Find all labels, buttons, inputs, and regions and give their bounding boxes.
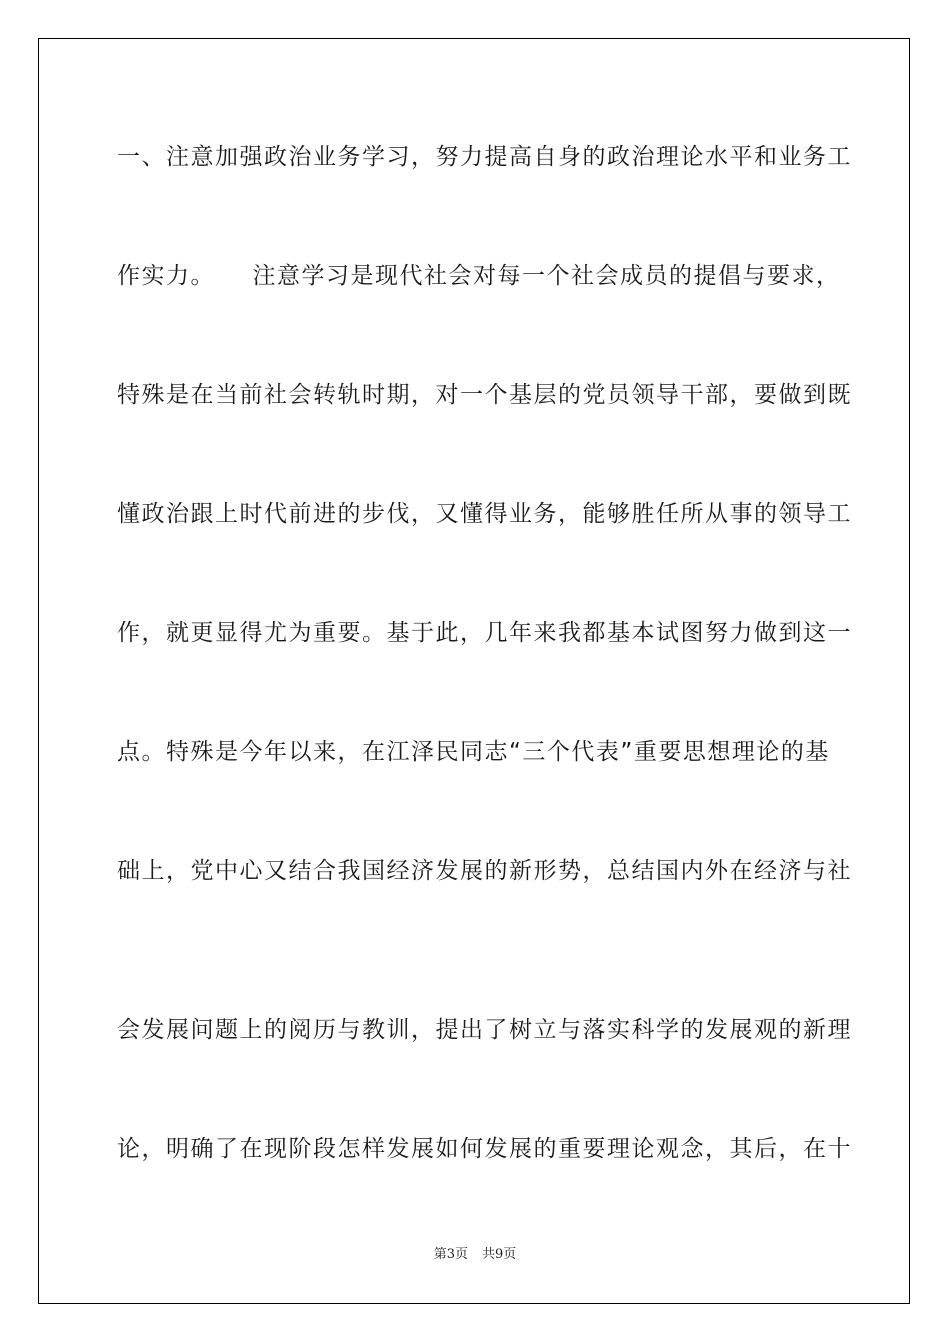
- current-page-number: 第3页: [433, 1247, 468, 1262]
- body-text-line: 一、注意加强政治业务学习，努力提高自身的政治理论水平和业务工: [117, 144, 852, 170]
- total-page-count: 共9页: [482, 1247, 517, 1262]
- body-text-line: 作，就更显得尤为重要。基于此，几年来我都基本试图努力做到这一: [117, 620, 852, 646]
- page-border: [38, 38, 910, 1304]
- body-text-line: 础上，党中心又结合我国经济发展的新形势，总结国内外在经济与社: [117, 858, 852, 884]
- body-text-line: 论，明确了在现阶段怎样发展如何发展的重要理论观念，其后，在十: [117, 1136, 852, 1162]
- page-footer: [0, 1245, 950, 1265]
- body-text-line: 点。特殊是今年以来，在江泽民同志“三个代表”重要思想理论的基: [117, 739, 830, 765]
- body-text-line: 作实力。 注意学习是现代社会对每一个社会成员的提倡与要求，: [117, 263, 841, 289]
- body-text-line: 懂政治跟上时代前进的步伐，又懂得业务，能够胜任所从事的领导工: [117, 501, 852, 527]
- body-text-line: 会发展问题上的阅历与教训，提出了树立与落实科学的发展观的新理: [117, 1017, 852, 1043]
- body-text-line: 特殊是在当前社会转轨时期，对一个基层的党员领导干部，要做到既: [117, 382, 852, 408]
